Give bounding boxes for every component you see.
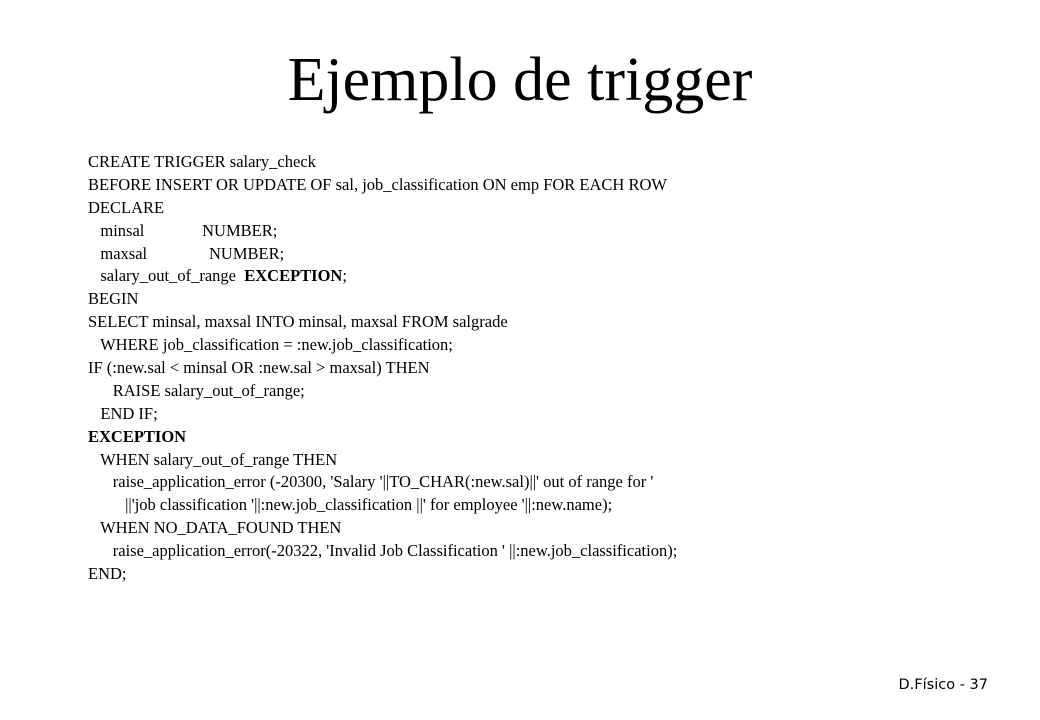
code-line bbox=[88, 426, 988, 449]
code-line: CREATE TRIGGER salary_check bbox=[88, 152, 316, 171]
code-line: SELECT minsal, maxsal INTO minsal, maxsal FROM salgrade bbox=[88, 312, 508, 332]
code-line: ||'job classification '||:new.job_classification ||' for employee '||:new.name); bbox=[88, 495, 613, 515]
code-line: maxsal NUMBER; bbox=[88, 243, 285, 263]
code-line: WHERE job_classification = :new.job_classification; bbox=[88, 335, 453, 355]
code-line: RAISE salary_out_of_range; bbox=[88, 380, 305, 400]
code-line: WHEN salary_out_of_range THEN bbox=[88, 449, 338, 469]
exception-keyword: EXCEPTION bbox=[244, 266, 343, 286]
code-line: BEGIN bbox=[88, 289, 139, 309]
code-line: salary_out_of_range EXCEPTION; bbox=[88, 266, 347, 286]
code-line: raise_application_error (-20300, 'Salary '||TO_CHAR(:new.sal)||' out of range for ' bbox=[88, 472, 654, 492]
slide-title: Ejemplo de trigger bbox=[287, 46, 753, 114]
code-line: DECLARE bbox=[88, 197, 165, 217]
slide-footer: D.Físico - 37 bbox=[898, 677, 988, 693]
code-line: END IF; bbox=[88, 403, 158, 423]
code-block bbox=[88, 151, 988, 586]
exception-section-keyword: EXCEPTION bbox=[88, 426, 187, 446]
code-line: END; bbox=[88, 564, 127, 584]
code-line: raise_application_error(-20322, 'Invalid Job Classification ' ||:new.job_classification); bbox=[88, 541, 678, 561]
code-line: minsal NUMBER; bbox=[88, 220, 278, 240]
code-line: IF (:new.sal < minsal OR :new.sal > maxsal) THEN bbox=[88, 358, 430, 378]
code-line: WHEN NO_DATA_FOUND THEN bbox=[88, 518, 342, 538]
code-line: BEFORE INSERT OR UPDATE OF sal, job_classification ON emp FOR EACH ROW bbox=[88, 174, 667, 194]
